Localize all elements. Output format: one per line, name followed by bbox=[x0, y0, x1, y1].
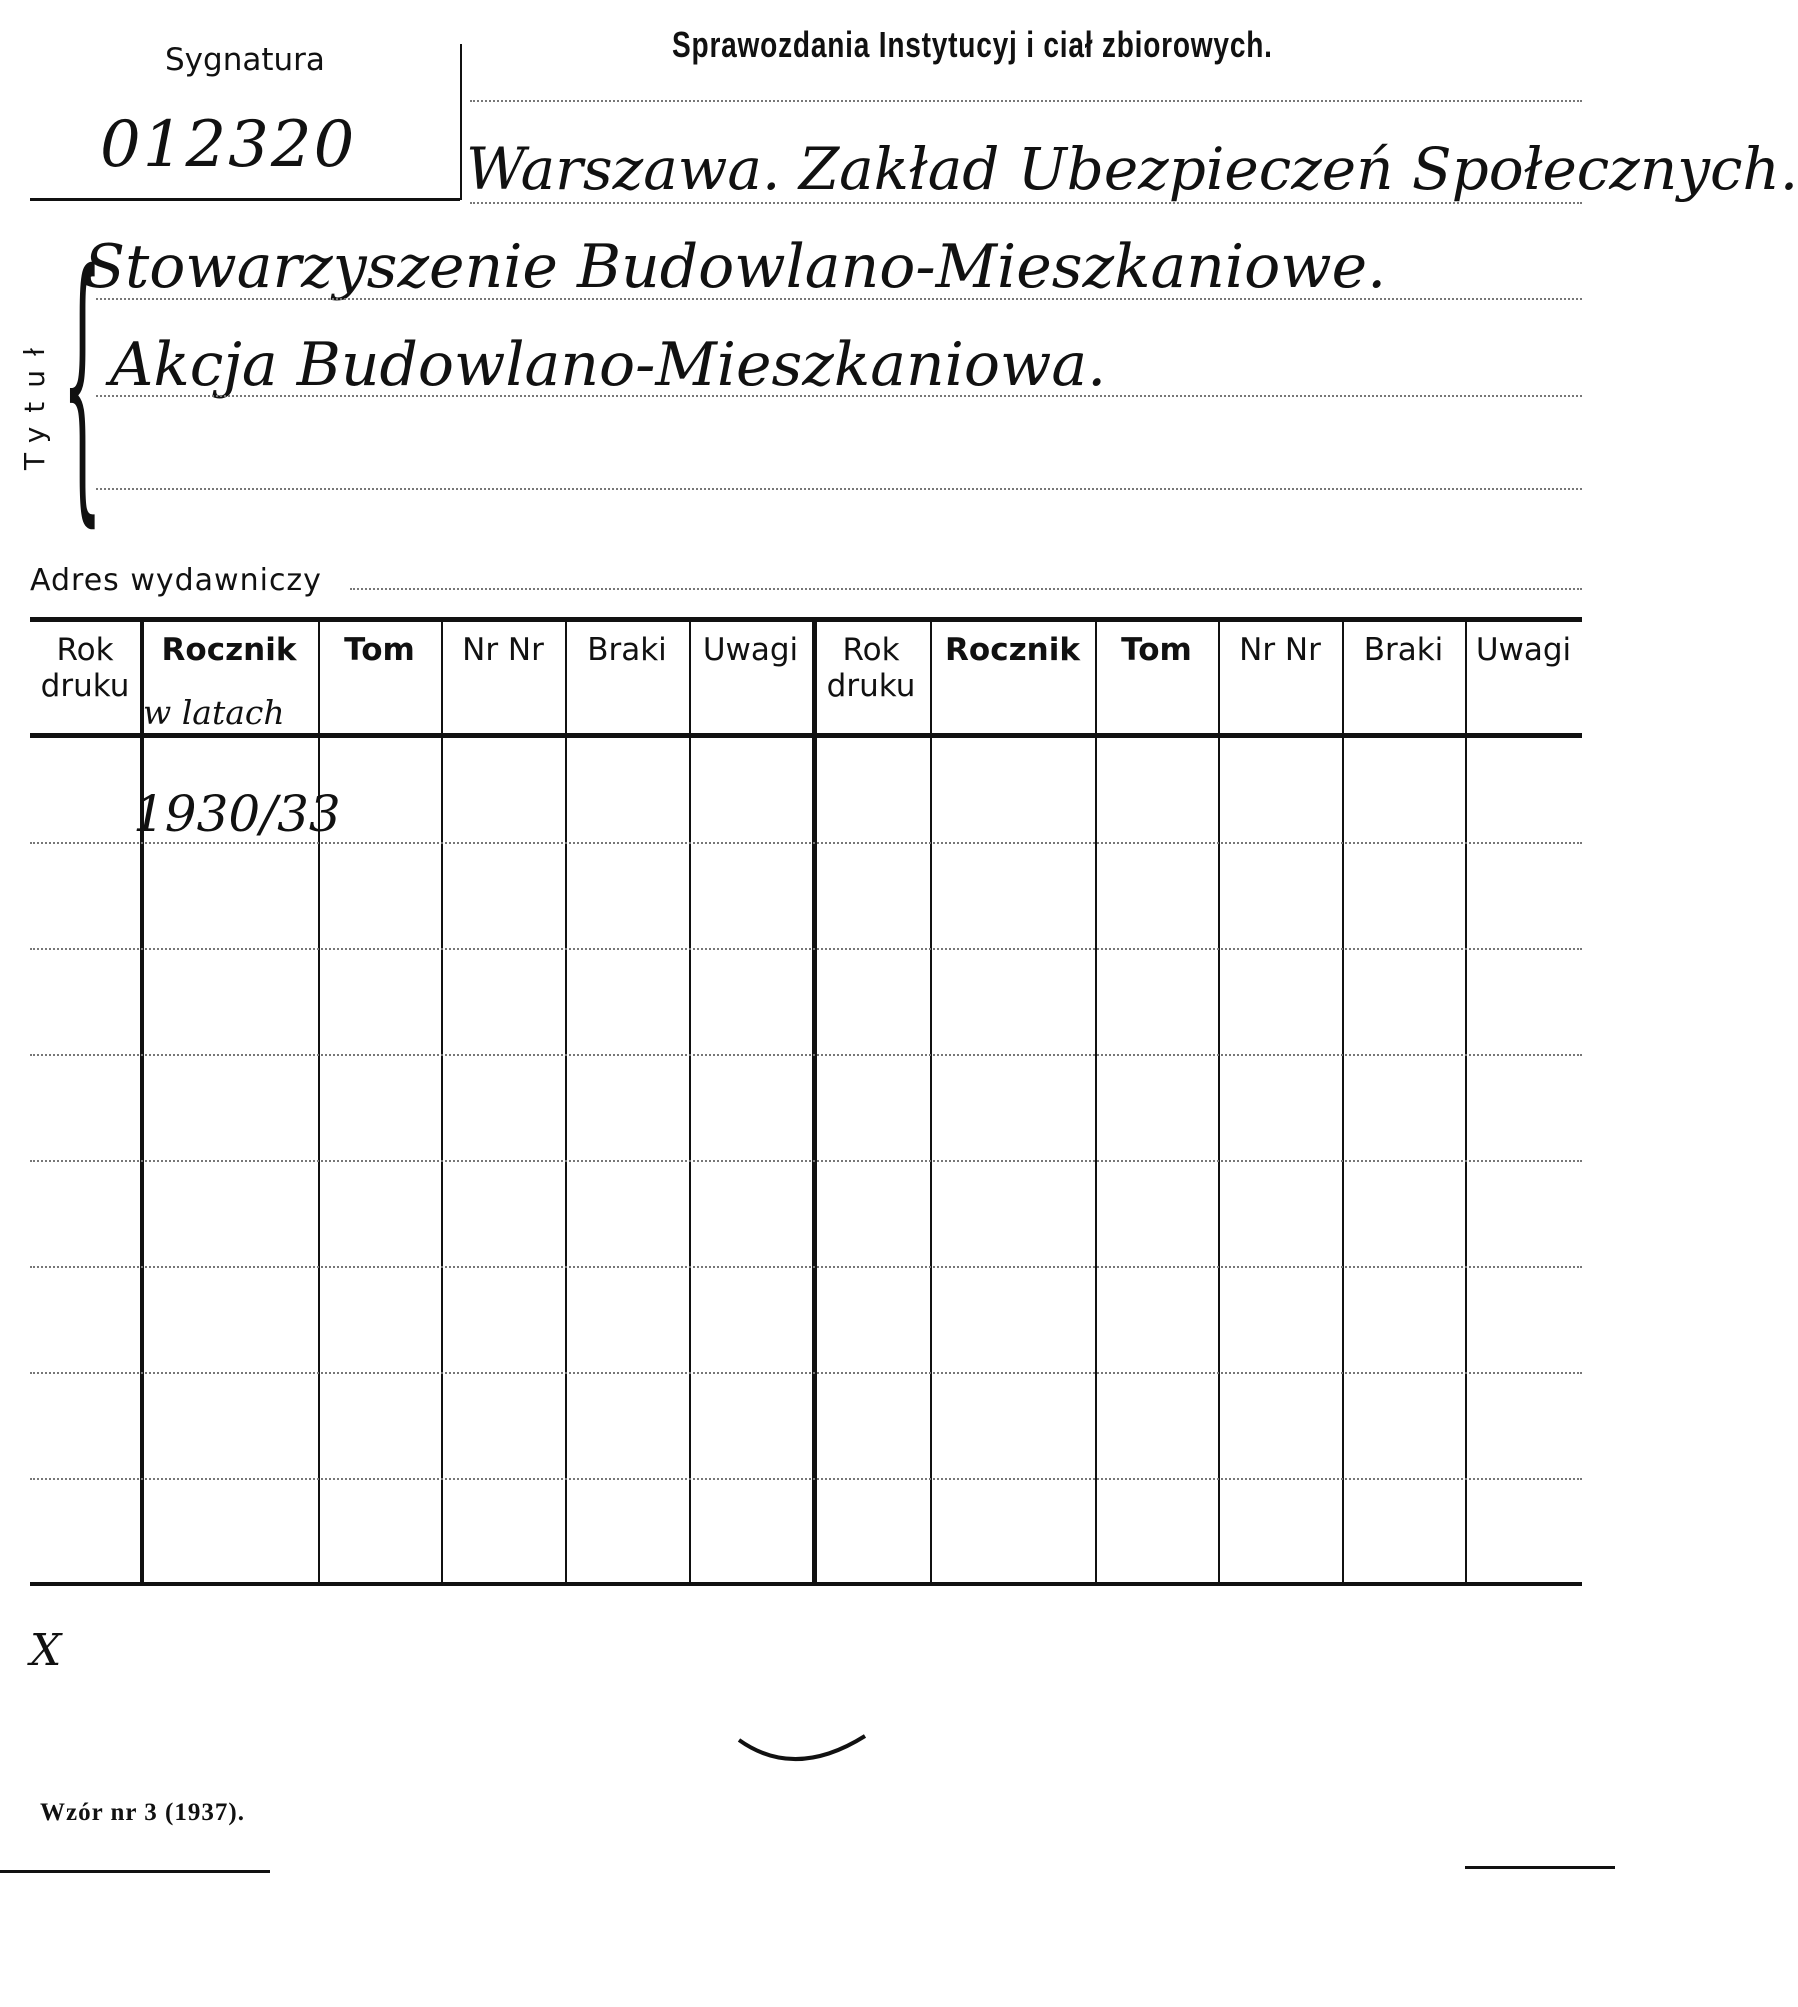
row-dotted-line bbox=[30, 1054, 1582, 1056]
column-divider bbox=[1218, 617, 1220, 1584]
table-top-border bbox=[30, 617, 1582, 622]
title-dotted-line-1 bbox=[470, 202, 1582, 204]
title-dotted-line-4 bbox=[96, 488, 1582, 490]
column-header: Uwagi bbox=[702, 632, 799, 668]
column-header: Tom bbox=[344, 632, 415, 668]
sygnatura-divider bbox=[460, 44, 462, 200]
title-line-2: Stowarzyszenie Budowlano-Mieszkaniowe. bbox=[84, 232, 1387, 302]
column-header: Rok druku bbox=[40, 632, 130, 704]
title-line-3: Akcja Budowlano-Mieszkaniowa. bbox=[110, 330, 1107, 400]
column-header: Rocznik bbox=[161, 632, 297, 668]
column-header: Nr Nr bbox=[1239, 632, 1321, 668]
row-dotted-line bbox=[30, 1478, 1582, 1480]
column-divider bbox=[1465, 617, 1467, 1584]
column-divider bbox=[318, 617, 320, 1584]
bottom-edge-line bbox=[0, 1870, 270, 1873]
row-dotted-line bbox=[30, 1160, 1582, 1162]
column-header: Braki bbox=[587, 632, 667, 668]
stamp-dotted-line bbox=[470, 100, 1582, 102]
sygnatura-value: 012320 bbox=[100, 108, 357, 182]
column-divider bbox=[441, 617, 443, 1584]
adres-dotted-line bbox=[350, 588, 1582, 590]
title-dotted-line-3 bbox=[96, 395, 1582, 397]
row-dotted-line bbox=[30, 1372, 1582, 1374]
bottom-edge-line-right bbox=[1465, 1866, 1615, 1869]
title-line-1: Warszawa. Zakład Ubezpieczeń Społecznych. bbox=[466, 135, 1798, 203]
rocznik-note: w latach bbox=[143, 693, 285, 732]
column-divider bbox=[1342, 617, 1344, 1584]
column-divider bbox=[1095, 617, 1097, 1584]
column-divider bbox=[689, 617, 691, 1584]
title-dotted-line-2 bbox=[96, 298, 1582, 300]
column-header: Tom bbox=[1121, 632, 1192, 668]
adres-label: Adres wydawniczy bbox=[30, 563, 322, 598]
form-number: Wzór nr 3 (1937). bbox=[40, 1799, 245, 1826]
row-dotted-line bbox=[30, 1266, 1582, 1268]
table-bottom-border bbox=[30, 1582, 1582, 1586]
column-divider bbox=[140, 617, 144, 1584]
sygnatura-label: Sygnatura bbox=[165, 42, 325, 78]
column-header: Uwagi bbox=[1475, 632, 1572, 668]
column-header: Braki bbox=[1363, 632, 1444, 668]
column-header: Rocznik bbox=[945, 632, 1080, 668]
table-cell-rocznik: 1930/33 bbox=[133, 785, 341, 843]
column-divider bbox=[930, 617, 932, 1584]
title-brace: { bbox=[62, 214, 103, 551]
row-dotted-line bbox=[30, 948, 1582, 950]
column-divider bbox=[812, 617, 817, 1584]
pencil-stroke bbox=[735, 1730, 875, 1780]
column-header: Nr Nr bbox=[462, 632, 544, 668]
column-header: Rok druku bbox=[826, 632, 916, 704]
column-divider bbox=[565, 617, 567, 1584]
table-header-bottom-border bbox=[30, 733, 1582, 738]
sygnatura-underline bbox=[30, 198, 460, 201]
tytul-label: Tytuł bbox=[18, 334, 51, 470]
stamp-text: Sprawozdania Instytucyj i ciał zbiorowych. bbox=[672, 24, 1273, 65]
x-mark: X bbox=[30, 1625, 62, 1676]
